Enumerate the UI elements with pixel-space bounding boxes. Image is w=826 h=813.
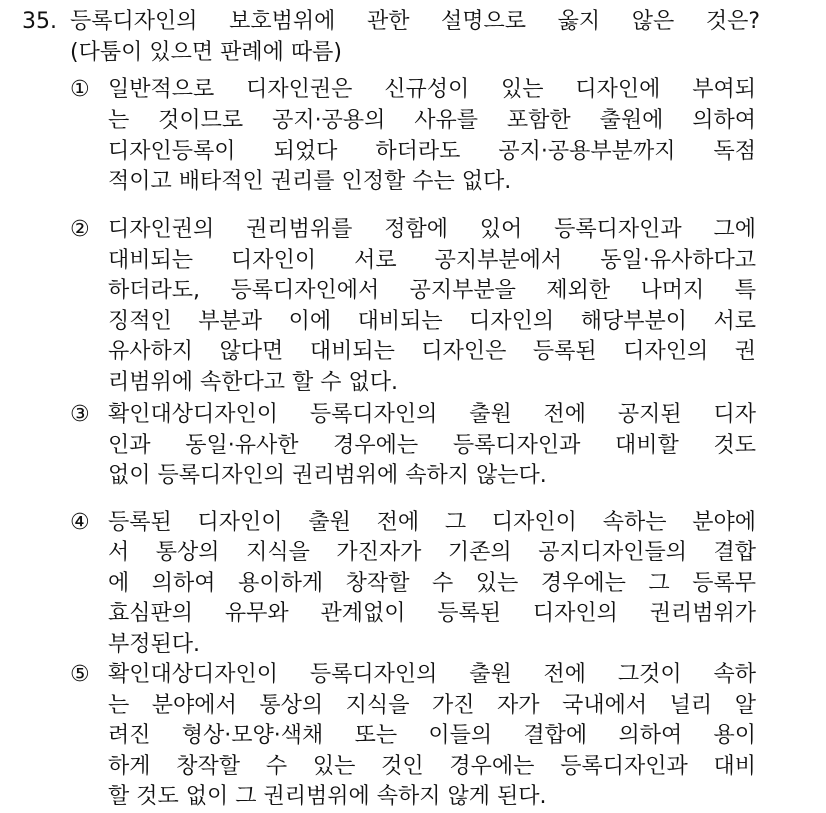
option-text: 등록된 디자인이 출원 전에 그 디자인이 속하는 분야에	[108, 510, 756, 535]
option-text: 징적인 부분과 이에 대비되는 디자인의 해당부분이 서로	[108, 309, 756, 334]
option-text: 효심판의 유무와 관계없이 등록된 디자인의 권리범위가	[108, 601, 756, 626]
option-text: 디자인권의 권리범위를 정함에 있어 등록디자인과 그에	[108, 217, 756, 242]
option-marker: ⑤	[70, 662, 90, 687]
question-text: 등록디자인의 보호범위에 관한 설명으로 옳지 않은 것은?	[70, 9, 760, 34]
question-condition: (다툼이 있으면 판례에 따름)	[70, 40, 342, 65]
option-text: 려진 형상·모양·색채 또는 이들의 결합에 의하여 용이	[108, 723, 756, 748]
option-text: 리범위에 속한다고 할 수 없다.	[108, 370, 398, 395]
option-marker: ④	[70, 510, 90, 535]
option-text: 서 통상의 지식을 가진자가 기존의 공지디자인들의 결합	[108, 540, 756, 565]
option-text: 디자인등록이 되었다 하더라도 공지·공용부분까지 독점	[108, 139, 756, 164]
question-number: 35.	[22, 9, 57, 34]
option-text: 할 것도 없이 그 권리범위에 속하지 않게 된다.	[108, 784, 547, 809]
option-marker: ②	[70, 217, 90, 242]
option-text: 확인대상디자인이 등록디자인의 출원 전에 그것이 속하	[108, 662, 756, 687]
option-text: 하게 창작할 수 있는 것인 경우에는 등록디자인과 대비	[108, 754, 756, 779]
option-text: 는 분야에서 통상의 지식을 가진 자가 국내에서 널리 알	[108, 693, 756, 718]
option-text: 유사하지 않다면 대비되는 디자인은 등록된 디자인의 권	[108, 339, 756, 364]
option-text: 없이 등록디자인의 권리범위에 속하지 않는다.	[108, 463, 547, 488]
option-text: 하더라도, 등록디자인에서 공지부분을 제외한 나머지 특	[108, 278, 756, 303]
option-text: 부정된다.	[108, 632, 201, 657]
option-marker: ③	[70, 402, 90, 427]
option-marker: ①	[70, 77, 90, 102]
option-text: 대비되는 디자인이 서로 공지부분에서 동일·유사하다고	[108, 248, 756, 273]
option-text: 는 것이므로 공지·공용의 사유를 포함한 출원에 의하여	[108, 108, 756, 133]
option-text: 적이고 배타적인 권리를 인정할 수는 없다.	[108, 169, 512, 194]
option-text: 일반적으로 디자인권은 신규성이 있는 디자인에 부여되	[108, 77, 756, 102]
option-text: 인과 동일·유사한 경우에는 등록디자인과 대비할 것도	[108, 433, 756, 458]
option-text: 에 의하여 용이하게 창작할 수 있는 경우에는 그 등록무	[108, 571, 756, 596]
option-text: 확인대상디자인이 등록디자인의 출원 전에 공지된 디자	[108, 402, 756, 427]
